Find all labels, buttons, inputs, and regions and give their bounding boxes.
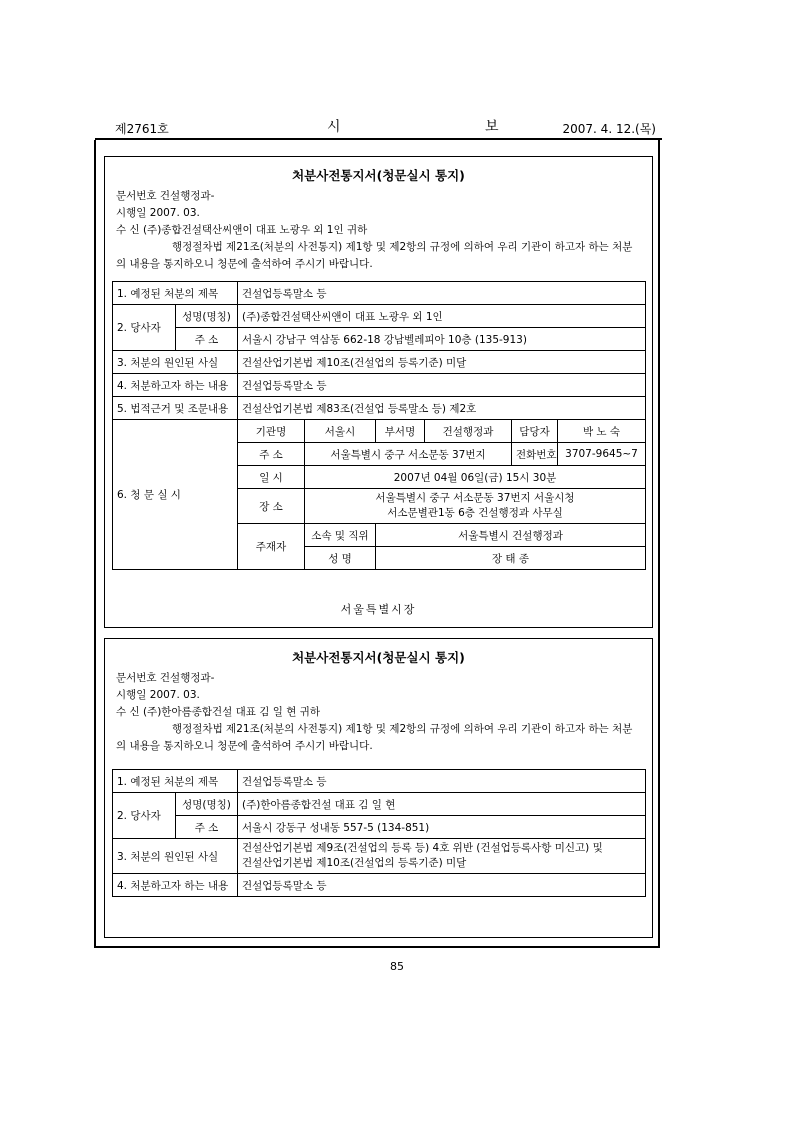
- body-text-line-2: 의 내용을 통지하오니 청문에 출석하여 주시기 바랍니다.: [116, 740, 373, 752]
- datetime-label: 일 시: [238, 466, 305, 489]
- host-label: 주재자: [238, 524, 305, 570]
- table-row: [113, 793, 646, 816]
- address-label: 주 소: [238, 443, 305, 466]
- table-row: [113, 374, 646, 397]
- table-row: [113, 351, 646, 374]
- row-label: 4. 처분하고자 하는 내용: [113, 874, 238, 897]
- affiliation-value: 서울특별시 건설행정과: [376, 524, 646, 547]
- notice-2-table: [112, 769, 646, 897]
- row-value: 건설업등록말소 등: [238, 374, 646, 397]
- recipient: 수 신 (주)종합건설택산씨앤이 대표 노광우 외 1인 귀하: [116, 224, 368, 236]
- table-row: [113, 282, 646, 305]
- phone-value: 3707-9645~7: [558, 443, 646, 466]
- page-number: 85: [390, 960, 404, 973]
- affiliation-label: 소속 및 직위: [305, 524, 376, 547]
- table-row: [113, 420, 646, 443]
- doc-number: 문서번호 건설행정과-: [116, 672, 215, 684]
- person-label: 담당자: [512, 420, 558, 443]
- effective-date: 시행일 2007. 03.: [116, 689, 200, 701]
- dept-label: 부서명: [376, 420, 425, 443]
- sub-label: 주 소: [176, 328, 238, 351]
- agency-label: 기관명: [238, 420, 305, 443]
- notice-1-table: [112, 281, 646, 570]
- issue-number: 제2761호: [115, 122, 169, 136]
- row-label: 1. 예정된 처분의 제목: [113, 770, 238, 793]
- row-label: 3. 처분의 원인된 사실: [113, 839, 238, 874]
- notice-1: [104, 156, 653, 628]
- page-header: [115, 116, 656, 136]
- table-row: [113, 328, 646, 351]
- row-label: 2. 당사자: [113, 793, 176, 839]
- table-row: [113, 874, 646, 897]
- body-text-line-1: 행정절차법 제21조(처분의 사전통지) 제1항 및 제2항의 규정에 의하여 우리 기관이 하고자 하는 처분: [172, 241, 633, 253]
- row-label: 1. 예정된 처분의 제목: [113, 282, 238, 305]
- row-value: 건설업등록말소 등: [238, 282, 646, 305]
- table-row: [113, 770, 646, 793]
- signature: 서울특별시장: [340, 603, 417, 616]
- row-value: 서울시 강동구 성내동 557-5 (134-851): [238, 816, 646, 839]
- row-value: 건설업등록말소 등: [238, 874, 646, 897]
- name-label: 성 명: [305, 547, 376, 570]
- notice-title: 처분사전통지서(청문실시 통지): [292, 168, 465, 183]
- recipient: 수 신 (주)한아름종합건설 대표 김 일 현 귀하: [116, 706, 320, 718]
- issue-date: 2007. 4. 12.(목): [562, 122, 656, 136]
- row-label: 6. 청 문 실 시: [113, 420, 238, 570]
- effective-date: 시행일 2007. 03.: [116, 207, 200, 219]
- place-line-2: 서소문별관1동 6층 건설행정과 사무실: [387, 507, 563, 519]
- row-label: 4. 처분하고자 하는 내용: [113, 374, 238, 397]
- body-text-line-1: 행정절차법 제21조(처분의 사전통지) 제1항 및 제2항의 규정에 의하여 우리 기관이 하고자 하는 처분: [172, 723, 633, 735]
- row-value: 서울시 강남구 역삼동 662-18 강남벨레피아 10층 (135-913): [238, 328, 646, 351]
- datetime-value: 2007년 04월 06일(금) 15시 30분: [305, 466, 646, 489]
- place-line-1: 서울특별시 중구 서소문동 37번지 서울시청: [375, 492, 575, 504]
- notice-2: [104, 638, 653, 938]
- place-label: 장 소: [238, 489, 305, 524]
- phone-label: 전화번호: [512, 443, 558, 466]
- agency-value: 서울시: [305, 420, 376, 443]
- person-value: 박 노 숙: [558, 420, 646, 443]
- row-value: 건설산업기본법 제83조(건설업 등록말소 등) 제2호: [238, 397, 646, 420]
- table-row: [113, 305, 646, 328]
- bulletin-title: 시 보: [327, 119, 569, 135]
- row-label: 2. 당사자: [113, 305, 176, 351]
- row-value: (주)종합건설택산씨앤이 대표 노광우 외 1인: [238, 305, 646, 328]
- sub-label: 주 소: [176, 816, 238, 839]
- table-row: [113, 397, 646, 420]
- table-row: [113, 816, 646, 839]
- row-value: 건설산업기본법 제10조(건설업의 등록기준) 미달: [238, 351, 646, 374]
- address-value: 서울특별시 중구 서소문동 37번지: [305, 443, 512, 466]
- sub-label: 성명(명칭): [176, 793, 238, 816]
- sub-label: 성명(명칭): [176, 305, 238, 328]
- notice-title: 처분사전통지서(청문실시 통지): [292, 650, 465, 665]
- body-text-line-2: 의 내용을 통지하오니 청문에 출석하여 주시기 바랍니다.: [116, 258, 373, 270]
- name-value: 장 태 종: [376, 547, 646, 570]
- doc-number: 문서번호 건설행정과-: [116, 190, 215, 202]
- dept-value: 건설행정과: [425, 420, 512, 443]
- row-value: 건설업등록말소 등: [238, 770, 646, 793]
- row-value: (주)한아름종합건설 대표 김 일 현: [238, 793, 646, 816]
- row-label: 3. 처분의 원인된 사실: [113, 351, 238, 374]
- table-row: [113, 839, 646, 874]
- place-value: [305, 489, 646, 524]
- reason-line-1: 건설산업기본법 제9조(건설업의 등록 등) 4호 위반 (건설업등록사항 미신고) 및: [242, 842, 603, 854]
- row-value: [238, 839, 646, 874]
- row-label: 5. 법적근거 및 조문내용: [113, 397, 238, 420]
- reason-line-2: 건설산업기본법 제10조(건설업의 등록기준) 미달: [242, 857, 467, 869]
